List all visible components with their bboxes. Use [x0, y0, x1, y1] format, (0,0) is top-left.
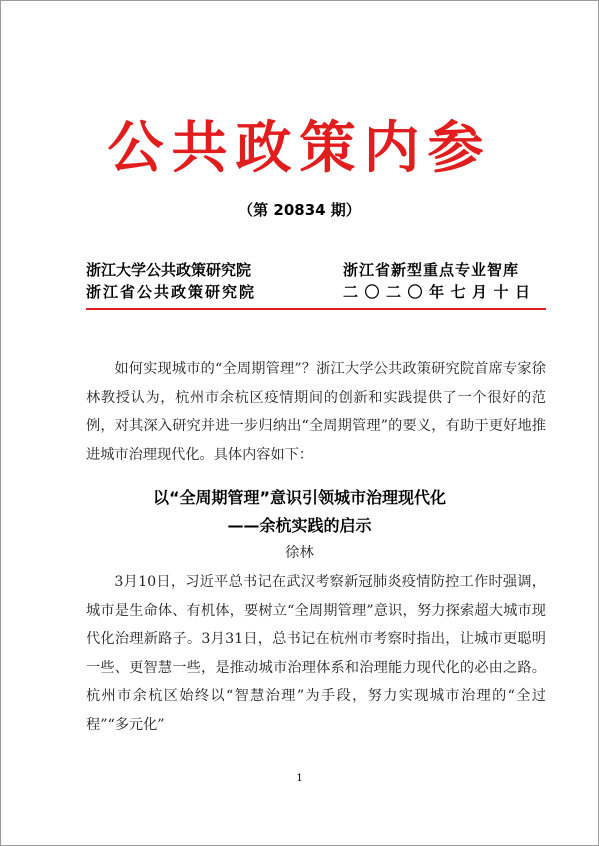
intro-paragraph: 如何实现城市的“全周期管理”？浙江大学公共政策研究院首席专家徐林教授认为，杭州市余杭区疫情期间的创新和实践提供了一个很好的范例，对其深入研究并进一步归纳出“全周期管理”的要义，有助于更好地推进城市治理现代化。具体内容如下：: [86, 361, 546, 463]
publication-date: 二〇二〇年七月十日: [343, 283, 537, 301]
publisher-line-2: 浙江省公共政策研究院: [86, 283, 257, 301]
article-subtitle: ——余杭实践的启示: [227, 516, 372, 535]
masthead-title: 公共政策内参: [107, 115, 492, 181]
think-tank-label: 浙江省新型重点专业智库: [343, 261, 520, 279]
body-paragraph: 3月10日，习近平总书记在武汉考察新冠肺炎疫情防控工作时强调，城市是生命体、有机体，要树立“全周期管理”意识，努力探索超大城市现代化治理新路子。3月31日，总书记在杭州市考察时指出，让城市更聪明一些、更智慧一些，是推动城市治理体系和治理能力现代化的必由之路。杭州市余杭区始终以“智慧治理”为手段，努力实现城市治理的“全过程”“多元化”: [86, 574, 546, 733]
header-divider: [86, 308, 546, 310]
page-number: 1: [296, 773, 303, 784]
issue-number: （第 20834 期）: [238, 201, 361, 219]
article-title: 以“全周期管理”意识引领城市治理现代化: [152, 488, 447, 507]
publisher-line-1: 浙江大学公共政策研究院: [86, 261, 252, 279]
article-author: 徐林: [285, 545, 314, 561]
